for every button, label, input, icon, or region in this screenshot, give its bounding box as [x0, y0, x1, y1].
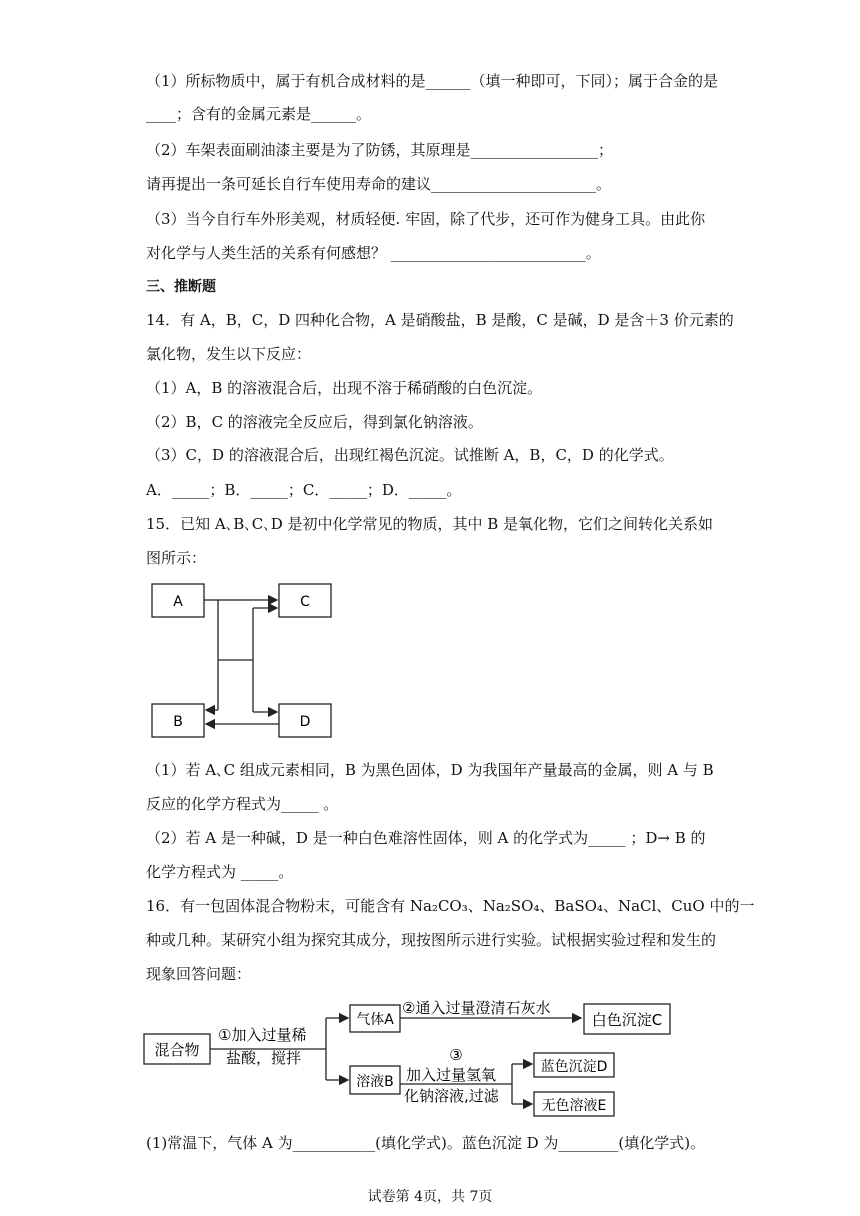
- step3-text-line2: 化钠溶液,过滤: [404, 1087, 499, 1105]
- q14-line5: （3）C，D 的溶液混合后，出现红褐色沉淀。试推断 A，B，C，D 的化学式。: [146, 446, 674, 464]
- node-d-label: D: [299, 714, 311, 730]
- q15-line1: 15．已知 A､B､C､D 是初中化学常见的物质，其中 B 是氧化物，它们之间转化关系如: [146, 515, 714, 533]
- solution-e-label: 无色溶液E: [541, 1098, 607, 1114]
- q13-part2-line2: 请再提出一条可延长自行车使用寿命的建议______________________。: [146, 175, 612, 193]
- q13-part3-line2: 对化学与人类生活的关系有何感想？ __________________________。: [146, 244, 601, 262]
- q15-line2: 图所示：: [146, 549, 207, 567]
- precip-d-label: 蓝色沉淀D: [540, 1059, 608, 1075]
- step2-text: ②通入过量澄清石灰水: [402, 999, 551, 1017]
- q15-relation-diagram: [146, 578, 346, 742]
- node-b-label: B: [173, 714, 183, 730]
- q14-line2: 氯化物，发生以下反应：: [146, 345, 312, 363]
- step1-text-line2: 盐酸，搅拌: [226, 1049, 302, 1067]
- q16-part1: (1)常温下，气体 A 为___________(填化学式)。蓝色沉淀 D 为________(填化学式)。: [146, 1134, 706, 1152]
- q15-part2-line2: 化学方程式为 _____。: [146, 863, 294, 881]
- node-c-label: C: [300, 594, 310, 610]
- solution-b-label: 溶液B: [356, 1074, 394, 1090]
- q14-line4: （2）B，C 的溶液完全反应后，得到氯化钠溶液。: [146, 413, 483, 431]
- section-title: 三、推断题: [146, 279, 216, 295]
- q16-line1: 16．有一包固体混合物粉末，可能含有 Na₂CO₃、Na₂SO₄、BaSO₄、NaCl、CuO 中的一: [146, 897, 755, 915]
- q14-line1: 14．有 A，B，C，D 四种化合物，A 是硝酸盐，B 是酸，C 是碱，D 是含＋3 价元素的: [146, 311, 734, 329]
- q13-part1-line2: ____；含有的金属元素是______。: [146, 105, 372, 123]
- q13-part3-line1: （3）当今自行车外形美观，材质轻便. 牢固，除了代步，还可作为健身工具。由此你: [146, 210, 706, 228]
- q16-line3: 现象回答问题：: [146, 965, 252, 983]
- step3-text-line1: 加入过量氢氧: [406, 1066, 497, 1084]
- q16-experiment-flowchart: [140, 996, 700, 1126]
- q13-part1-line1: （1）所标物质中，属于有机合成材料的是______（填一种即可，下同）；属于合金的是: [146, 72, 719, 90]
- q15-part2-line1: （2）若 A 是一种碱，D 是一种白色难溶性固体，则 A 的化学式为_____ ；D→ B 的: [146, 829, 706, 847]
- gas-a-label: 气体A: [356, 1012, 394, 1028]
- q15-part1-line1: （1）若 A､C 组成元素相同，B 为黑色固体，D 为我国年产量最高的金属，则 A 与 B: [146, 761, 714, 779]
- q13-part2-line1: （2）车架表面刷油漆主要是为了防锈，其原理是_________________；: [146, 141, 614, 159]
- mixture-label: 混合物: [154, 1041, 200, 1059]
- q14-line6: A．_____；B．_____；C．_____；D．_____。: [146, 481, 462, 499]
- q15-part1-line2: 反应的化学方程式为_____ 。: [146, 795, 339, 813]
- step3-number: ③: [449, 1046, 463, 1064]
- node-a-label: A: [173, 594, 183, 610]
- q14-line3: （1）A，B 的溶液混合后，出现不溶于稀硝酸的白色沉淀。: [146, 379, 543, 397]
- page-footer: 试卷第 4页，共 7页: [367, 1189, 493, 1205]
- precip-c-label: 白色沉淀C: [591, 1011, 663, 1029]
- q16-line2: 种或几种。某研究小组为探究其成分，现按图所示进行实验。试根据实验过程和发生的: [146, 931, 717, 949]
- step1-text-line1: ①加入过量稀: [218, 1026, 307, 1044]
